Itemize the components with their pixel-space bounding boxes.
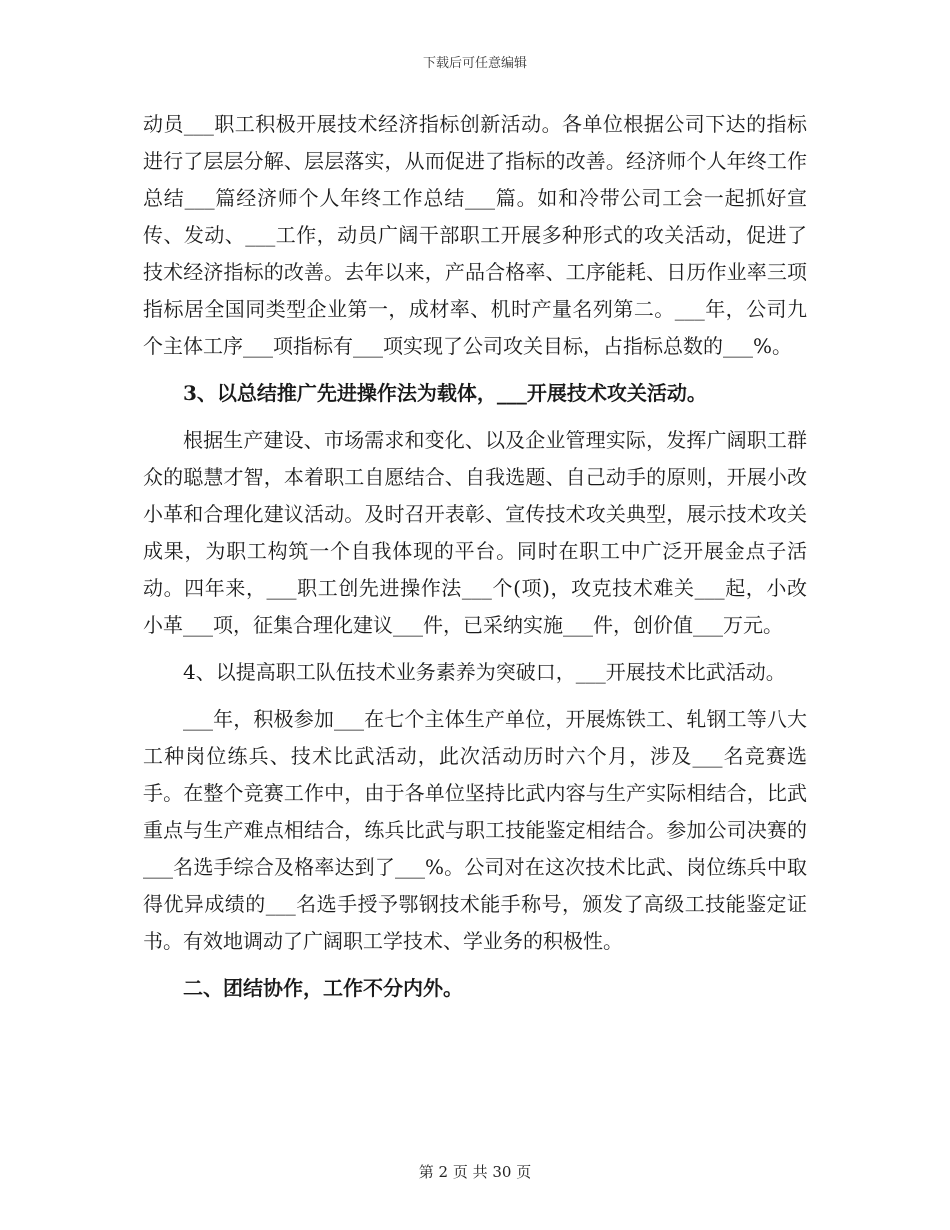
paragraph-skill-competition: ___年，积极参加___在七个主体生产单位，开展炼铁工、轧钢工等八大工种岗位练兵、技术比武活动，此次活动历时六个月，涉及___名竞赛选手。在整个竞赛工作中，由于各单位坚持比武内容与生产实际相结合，比武重点与生产难点相结合，练兵比武与职工技能鉴定相结合。参加公司决赛的___名选手综合及格率达到了___%。公司对在这次技术比武、岗位练兵中取得优异成绩的___名选手授予鄂钢技术能手称号，颁发了高级工技能鉴定证书。有效地调动了广阔职工学技术、学业务的积极性。 (143, 707, 807, 953)
section-heading-2: 二、团结协作，工作不分内外。 (183, 976, 463, 1000)
page-header: 下载后可任意编辑 (422, 56, 527, 71)
page-number-footer: 第 2 页 共 30 页 (418, 1163, 532, 1181)
document-body (143, 106, 807, 1007)
spacer (143, 960, 807, 970)
spacer (143, 644, 807, 654)
paragraph-technical-tackling: 根据生产建设、市场需求和变化、以及企业管理实际，发挥广阔职工群众的聪慧才智，本着职工自愿结合、自我选题、自己动手的原则，开展小改小革和合理化建议活动。及时召开表彰、宣传技术攻关典型，展示技术攻关成果，为职工构筑一个自我体现的平台。同时在职工中广泛开展金点子活动。四年来，___职工创先进操作法___个(项)，攻克技术难关___起，小改小革___项，征集合理化建议___件，已采纳实施___件，创价值___万元。 (143, 428, 807, 637)
section-heading-3: 3、以总结推广先进操作法为载体，___开展技术攻关活动。 (183, 381, 707, 405)
paragraph-indicator-innovation: 动员___职工积极开展技术经济指标创新活动。各单位根据公司下达的指标进行了层层分解、层层落实，从而促进了指标的改善。经济师个人年终工作总结___篇经济师个人年终工作总结___篇。如和冷带公司工会一起抓好宣传、发动、___工作，动员广阔干部职工开展多种形式的攻关活动，促进了技术经济指标的改善。去年以来，产品合格率、工序能耗、日历作业率三项指标居全国同类型企业第一，成材率、机时产量名列第二。___年，公司九个主体工序___项指标有___项实现了公司攻关目标，占指标总数的___%。 (143, 112, 807, 358)
spacer (143, 365, 807, 375)
spacer (143, 691, 807, 701)
spacer (143, 412, 807, 422)
paragraph-section-4-title: 4、以提高职工队伍技术业务素养为突破口，___开展技术比武活动。 (183, 660, 786, 684)
